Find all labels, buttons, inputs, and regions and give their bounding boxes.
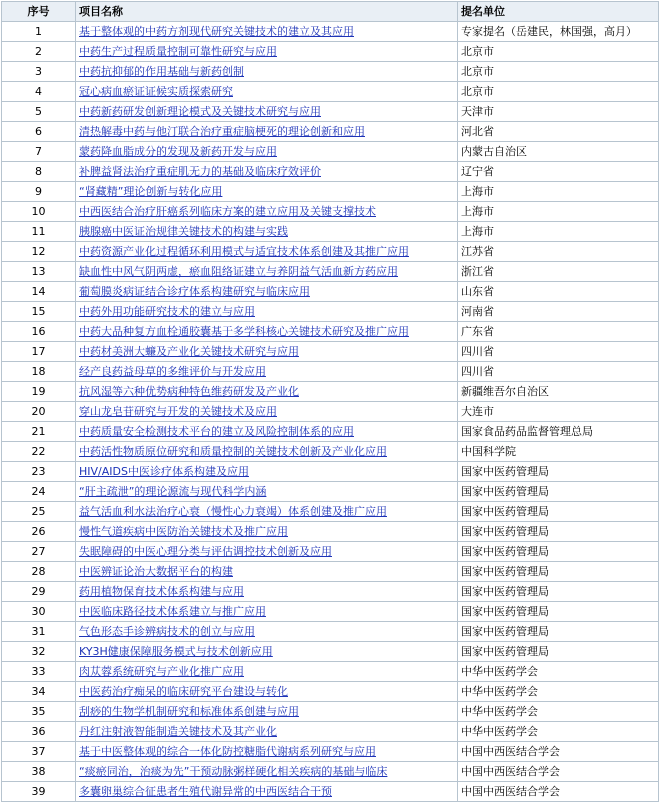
- row-project-name-cell: [76, 282, 458, 302]
- project-name-link[interactable]: 中西医结合治疗肝癌系列临床方案的建立应用及关键支撑技术: [79, 205, 376, 218]
- table-row: [2, 82, 659, 102]
- table-row: [2, 262, 659, 282]
- row-project-name-cell: [76, 642, 458, 662]
- row-index: 6: [2, 122, 76, 142]
- row-index: 11: [2, 222, 76, 242]
- row-project-name-cell: [76, 482, 458, 502]
- row-project-name-cell: [76, 762, 458, 782]
- row-nominating-unit: 国家食品药品监督管理总局: [458, 422, 659, 442]
- row-nominating-unit: 内蒙古自治区: [458, 142, 659, 162]
- row-project-name-cell: [76, 782, 458, 802]
- table-row: [2, 122, 659, 142]
- header-index: 序号: [2, 2, 76, 22]
- table-row: [2, 542, 659, 562]
- project-name-link[interactable]: 中药材美洲大蠊及产业化关键技术研究与应用: [79, 345, 299, 358]
- table-row: [2, 582, 659, 602]
- row-index: 1: [2, 22, 76, 42]
- project-name-link[interactable]: 中药资源产业化过程循环利用模式与适宜技术体系创建及其推广应用: [79, 245, 409, 258]
- row-index: 31: [2, 622, 76, 642]
- project-name-link[interactable]: 中药新药研发创新理论模式及关键技术研究与应用: [79, 105, 321, 118]
- row-nominating-unit: 专家提名（岳建民，林国强，高月）: [458, 22, 659, 42]
- project-name-link[interactable]: 慢性气道疾病中医防治关键技术及推广应用: [79, 525, 288, 538]
- row-index: 38: [2, 762, 76, 782]
- project-name-link[interactable]: 丹红注射液智能制造关键技术及其产业化: [79, 725, 277, 738]
- table-header: [2, 2, 659, 22]
- row-nominating-unit: 国家中医药管理局: [458, 502, 659, 522]
- row-nominating-unit: 中华中医药学会: [458, 722, 659, 742]
- project-name-link[interactable]: 气色形态手诊辨病技术的创立与应用: [79, 625, 255, 638]
- row-index: 14: [2, 282, 76, 302]
- row-project-name-cell: [76, 182, 458, 202]
- project-name-link[interactable]: 益气活血利水法治疗心衰（慢性心力衰竭）体系创建及推广应用: [79, 505, 387, 518]
- project-name-link[interactable]: “肾藏精”理论创新与转化应用: [79, 185, 223, 198]
- row-nominating-unit: 江苏省: [458, 242, 659, 262]
- row-project-name-cell: [76, 242, 458, 262]
- table-row: [2, 322, 659, 342]
- row-index: 28: [2, 562, 76, 582]
- row-nominating-unit: 中国中西医结合学会: [458, 782, 659, 802]
- table-row: [2, 482, 659, 502]
- row-index: 19: [2, 382, 76, 402]
- table-row: [2, 202, 659, 222]
- project-name-link[interactable]: 中药大品种复方血栓通胶囊基于多学科核心关键技术研究及推广应用: [79, 325, 409, 338]
- table-row: [2, 62, 659, 82]
- row-project-name-cell: [76, 322, 458, 342]
- row-project-name-cell: [76, 502, 458, 522]
- table-row: [2, 522, 659, 542]
- project-name-link[interactable]: KY3H健康保障服务模式与技术创新应用: [79, 645, 273, 658]
- project-name-link[interactable]: “痰瘀同治，治痰为先”干预动脉粥样硬化相关疾病的基础与临床: [79, 765, 388, 778]
- row-nominating-unit: 四川省: [458, 362, 659, 382]
- row-project-name-cell: [76, 422, 458, 442]
- row-project-name-cell: [76, 382, 458, 402]
- row-index: 23: [2, 462, 76, 482]
- table-row: [2, 662, 659, 682]
- table-row: [2, 742, 659, 762]
- row-project-name-cell: [76, 562, 458, 582]
- row-index: 39: [2, 782, 76, 802]
- row-project-name-cell: [76, 102, 458, 122]
- table-row: [2, 462, 659, 482]
- row-nominating-unit: 大连市: [458, 402, 659, 422]
- row-index: 18: [2, 362, 76, 382]
- row-index: 37: [2, 742, 76, 762]
- table-row: [2, 142, 659, 162]
- row-project-name-cell: [76, 742, 458, 762]
- table-row: [2, 282, 659, 302]
- row-nominating-unit: 国家中医药管理局: [458, 482, 659, 502]
- row-project-name-cell: [76, 702, 458, 722]
- row-nominating-unit: 新疆维吾尔自治区: [458, 382, 659, 402]
- row-nominating-unit: 国家中医药管理局: [458, 542, 659, 562]
- row-index: 9: [2, 182, 76, 202]
- table-row: [2, 302, 659, 322]
- table-row: [2, 382, 659, 402]
- row-index: 30: [2, 602, 76, 622]
- row-project-name-cell: [76, 202, 458, 222]
- row-nominating-unit: 北京市: [458, 62, 659, 82]
- row-project-name-cell: [76, 122, 458, 142]
- row-project-name-cell: [76, 142, 458, 162]
- project-name-link[interactable]: 中药质量安全检测技术平台的建立及风险控制体系的应用: [79, 425, 354, 438]
- row-index: 10: [2, 202, 76, 222]
- row-project-name-cell: [76, 302, 458, 322]
- table-row: [2, 682, 659, 702]
- project-name-link[interactable]: 中药活性物质原位研究和质量控制的关键技术创新及产业化应用: [79, 445, 387, 458]
- row-nominating-unit: 国家中医药管理局: [458, 642, 659, 662]
- table-row: [2, 182, 659, 202]
- table-row: [2, 502, 659, 522]
- row-nominating-unit: 四川省: [458, 342, 659, 362]
- row-nominating-unit: 辽宁省: [458, 162, 659, 182]
- project-name-link[interactable]: 中药生产过程质量控制可靠性研究与应用: [79, 45, 277, 58]
- project-name-link[interactable]: 基于中医整体观的综合一体化防控糖脂代谢病系列研究与应用: [79, 745, 376, 758]
- row-nominating-unit: 国家中医药管理局: [458, 622, 659, 642]
- row-index: 34: [2, 682, 76, 702]
- project-name-link[interactable]: 蒙药降血脂成分的发现及新药开发与应用: [79, 145, 277, 158]
- row-nominating-unit: 北京市: [458, 82, 659, 102]
- row-nominating-unit: 中国中西医结合学会: [458, 742, 659, 762]
- table-row: [2, 762, 659, 782]
- row-project-name-cell: [76, 62, 458, 82]
- row-index: 32: [2, 642, 76, 662]
- project-name-link[interactable]: 补脾益肾法治疗重症肌无力的基础及临床疗效评价: [79, 165, 321, 178]
- table-row: [2, 422, 659, 442]
- row-index: 25: [2, 502, 76, 522]
- row-index: 36: [2, 722, 76, 742]
- project-name-link[interactable]: 肉苁蓉系统研究与产业化推广应用: [79, 665, 244, 678]
- project-name-link[interactable]: 失眠障碍的中医心理分类与评估调控技术创新及应用: [79, 545, 332, 558]
- row-index: 26: [2, 522, 76, 542]
- table-row: [2, 782, 659, 802]
- row-nominating-unit: 浙江省: [458, 262, 659, 282]
- row-index: 8: [2, 162, 76, 182]
- row-index: 27: [2, 542, 76, 562]
- row-index: 5: [2, 102, 76, 122]
- row-index: 22: [2, 442, 76, 462]
- row-nominating-unit: 中华中医药学会: [458, 702, 659, 722]
- table-row: [2, 42, 659, 62]
- project-name-link[interactable]: 冠心病血瘀证证候实质探索研究: [79, 85, 233, 98]
- row-index: 12: [2, 242, 76, 262]
- table-body: [2, 22, 659, 802]
- row-project-name-cell: [76, 582, 458, 602]
- table-row: [2, 622, 659, 642]
- row-project-name-cell: [76, 162, 458, 182]
- row-project-name-cell: [76, 22, 458, 42]
- row-nominating-unit: 国家中医药管理局: [458, 522, 659, 542]
- table-row: [2, 102, 659, 122]
- row-nominating-unit: 河北省: [458, 122, 659, 142]
- project-name-link[interactable]: 基于整体观的中药方剂现代研究关键技术的建立及其应用: [79, 25, 354, 38]
- header-project-name: 项目名称: [76, 2, 458, 22]
- project-name-link[interactable]: 胰腺癌中医证治规律关键技术的构建与实践: [79, 225, 288, 238]
- row-project-name-cell: [76, 522, 458, 542]
- row-project-name-cell: [76, 82, 458, 102]
- row-nominating-unit: 广东省: [458, 322, 659, 342]
- row-project-name-cell: [76, 442, 458, 462]
- row-project-name-cell: [76, 622, 458, 642]
- table-row: [2, 402, 659, 422]
- project-name-link[interactable]: 缺血性中风气阴两虚，瘀血阻络证建立与养阴益气活血新方药应用: [79, 265, 398, 278]
- row-project-name-cell: [76, 542, 458, 562]
- row-nominating-unit: 山东省: [458, 282, 659, 302]
- row-nominating-unit: 国家中医药管理局: [458, 582, 659, 602]
- row-nominating-unit: 国家中医药管理局: [458, 562, 659, 582]
- table-row: [2, 242, 659, 262]
- table-row: [2, 702, 659, 722]
- row-nominating-unit: 中国科学院: [458, 442, 659, 462]
- row-nominating-unit: 中华中医药学会: [458, 682, 659, 702]
- project-name-link[interactable]: 多囊卵巢综合征患者生殖代谢异常的中西医结合干预: [79, 785, 332, 798]
- row-index: 21: [2, 422, 76, 442]
- header-row: [2, 2, 659, 22]
- row-nominating-unit: 北京市: [458, 42, 659, 62]
- row-project-name-cell: [76, 222, 458, 242]
- project-name-link[interactable]: 抗风湿等六种优势病种特色维药研发及产业化: [79, 385, 299, 398]
- project-name-link[interactable]: 清热解毒中药与他汀联合治疗重症脑梗死的理论创新和应用: [79, 125, 365, 138]
- row-project-name-cell: [76, 602, 458, 622]
- row-index: 16: [2, 322, 76, 342]
- table-row: [2, 362, 659, 382]
- row-index: 15: [2, 302, 76, 322]
- row-nominating-unit: 国家中医药管理局: [458, 462, 659, 482]
- row-index: 2: [2, 42, 76, 62]
- row-nominating-unit: 天津市: [458, 102, 659, 122]
- row-index: 7: [2, 142, 76, 162]
- row-index: 24: [2, 482, 76, 502]
- project-name-link[interactable]: 中药抗抑郁的作用基础与新药创制: [79, 65, 244, 78]
- table-row: [2, 722, 659, 742]
- project-name-link[interactable]: 葡萄膜炎病证结合诊疗体系构建研究与临床应用: [79, 285, 310, 298]
- row-index: 13: [2, 262, 76, 282]
- row-index: 4: [2, 82, 76, 102]
- project-name-link[interactable]: 中医辨证论治大数据平台的构建: [79, 565, 233, 578]
- row-index: 17: [2, 342, 76, 362]
- row-nominating-unit: 上海市: [458, 202, 659, 222]
- table-row: [2, 342, 659, 362]
- row-nominating-unit: 中国中西医结合学会: [458, 762, 659, 782]
- project-name-link[interactable]: “肝主疏泄”的理论源流与现代科学内涵: [79, 485, 267, 498]
- project-name-link[interactable]: 中医临床路径技术体系建立与推广应用: [79, 605, 266, 618]
- row-nominating-unit: 中华中医药学会: [458, 662, 659, 682]
- project-name-link[interactable]: 中药外用功能研究技术的建立与应用: [79, 305, 255, 318]
- table-row: [2, 222, 659, 242]
- row-index: 29: [2, 582, 76, 602]
- row-nominating-unit: 国家中医药管理局: [458, 602, 659, 622]
- table-row: [2, 642, 659, 662]
- projects-table: [1, 1, 659, 802]
- row-nominating-unit: 上海市: [458, 182, 659, 202]
- row-project-name-cell: [76, 342, 458, 362]
- row-nominating-unit: 上海市: [458, 222, 659, 242]
- row-project-name-cell: [76, 462, 458, 482]
- row-index: 3: [2, 62, 76, 82]
- row-project-name-cell: [76, 682, 458, 702]
- row-index: 20: [2, 402, 76, 422]
- project-name-link[interactable]: 刮痧的生物学机制研究和标准体系创建与应用: [79, 705, 299, 718]
- project-name-link[interactable]: 药用植物保育技术体系构建与应用: [79, 585, 244, 598]
- table-row: [2, 162, 659, 182]
- row-project-name-cell: [76, 262, 458, 282]
- row-project-name-cell: [76, 662, 458, 682]
- row-project-name-cell: [76, 402, 458, 422]
- row-nominating-unit: 河南省: [458, 302, 659, 322]
- row-index: 33: [2, 662, 76, 682]
- table-row: [2, 602, 659, 622]
- project-name-link[interactable]: 经产良药益母草的多维评价与开发应用: [79, 365, 266, 378]
- project-name-link[interactable]: HIV/AIDS中医诊疗体系构建及应用: [79, 465, 249, 478]
- project-name-link[interactable]: 穿山龙皂苷研究与开发的关键技术及应用: [79, 405, 277, 418]
- table-row: [2, 22, 659, 42]
- row-project-name-cell: [76, 722, 458, 742]
- row-project-name-cell: [76, 42, 458, 62]
- row-index: 35: [2, 702, 76, 722]
- row-project-name-cell: [76, 362, 458, 382]
- header-nominating-unit: 提名单位: [458, 2, 659, 22]
- project-name-link[interactable]: 中医药治疗痴呆的临床研究平台建设与转化: [79, 685, 288, 698]
- table-row: [2, 562, 659, 582]
- table-row: [2, 442, 659, 462]
